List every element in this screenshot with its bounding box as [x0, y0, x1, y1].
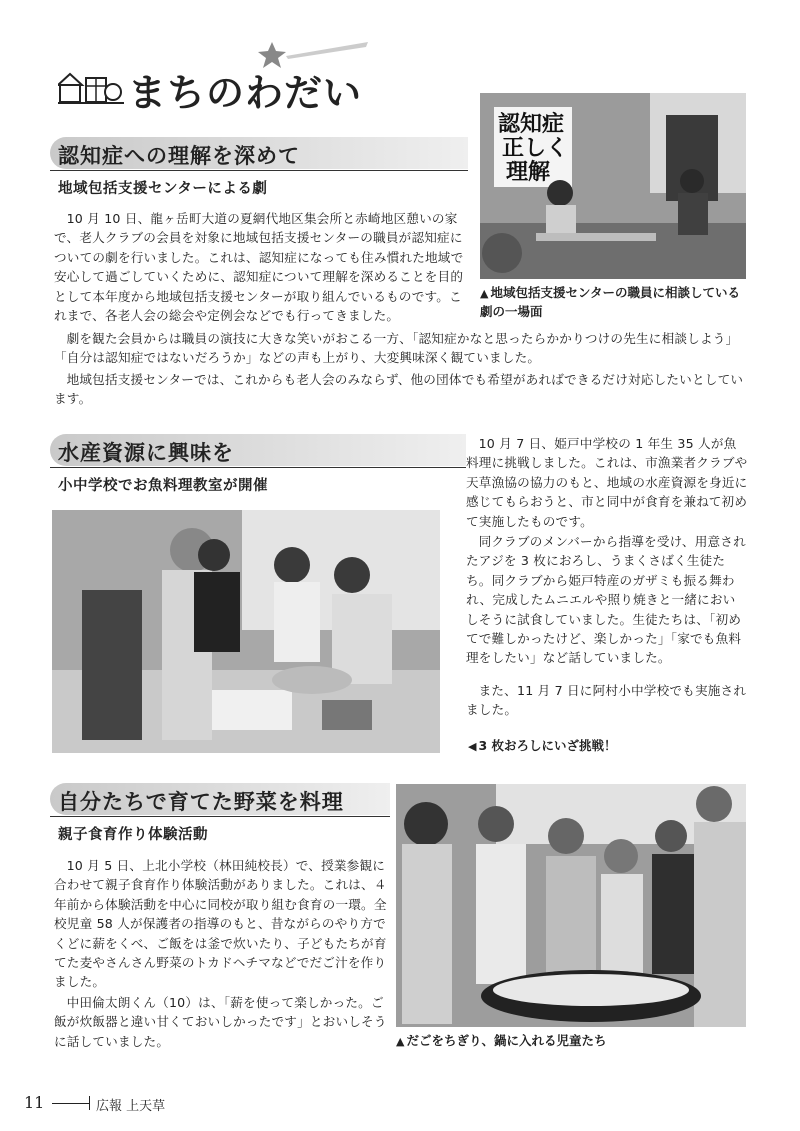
article2-photo	[52, 510, 440, 753]
article1-caption: ▲ 地域包括支援センターの職員に相談している劇の一場面	[480, 285, 740, 319]
article1-heading: 認知症への理解を深めて	[58, 144, 300, 168]
article2-subheading: 小中学校でお魚料理教室が開催	[58, 478, 268, 494]
page-number: 11	[24, 1093, 45, 1112]
article2-heading-rule	[50, 467, 466, 468]
article2-paragraph3: また、11 月 7 日に阿村小中学校でも実施されました。	[466, 683, 747, 718]
article2-caption: ◀ 3 枚おろしにいざ挑戦！	[468, 738, 617, 753]
article3-caption: ▲ だごをちぎり、鍋に入れる児童たち	[396, 1033, 607, 1048]
article3-heading-rule	[50, 816, 390, 817]
article2-paragraph2: 同クラブのメンバーから指導を受け、用意されたアジを 3 枚におろし、うまくさばく生徒たち。同クラブから姫戸特産のガザミも振る舞われ、完成したムニエルや照り焼きと一緒においしそうに試食していました。生徒たちは、「初めてで難しかったけど、楽しかった」「家でも魚料理をしたい」など話していました。	[466, 534, 746, 666]
caption-triangle-icon: ▲	[480, 287, 489, 300]
caption-triangle-icon: ▲	[396, 1035, 405, 1048]
article3-photo	[396, 784, 746, 1027]
article2-heading: 水産資源に興味を	[58, 441, 234, 465]
article3-heading: 自分たちで育てた野菜を料理	[58, 790, 344, 814]
header-logo-icon	[58, 70, 124, 106]
star-icon	[258, 40, 370, 74]
footer-publication: 広報 上天草	[96, 1099, 166, 1114]
article1-paragraph1: 10 月 10 日、龍ヶ岳町大道の夏網代地区集会所と赤崎地区憩いの家で、老人クラブの会員を対象に地域包括支援センターの職員が認知症についての劇を行いました。これは、認知症になっても住み慣れた地域で安心して過ごしていくために、認知症について理解を深めることを目的として本年度から地域包括支援センターが取り組んでいるものです。これまで、各老人会の総会や定例会などでも行ってきました。	[54, 211, 464, 324]
photo-sign-line3: 理解	[506, 160, 551, 185]
article1-heading-rule	[50, 170, 468, 171]
article1-subheading: 地域包括支援センターによる劇	[58, 181, 268, 197]
article1-photo	[480, 93, 746, 279]
article2-paragraph1: 10 月 7 日、姫戸中学校の 1 年生 35 人が魚料理に挑戦しました。これは、市漁業者クラブや天草漁協の協力のもと、地域の水産資源を身近に感じてもらおうと、市と同中が食育を兼ねて初めて実施したものです。	[466, 436, 748, 529]
footer-rule	[52, 1103, 90, 1104]
article1-paragraph3: 地域包括支援センターでは、これからも老人会のみならず、他の団体でも希望があればできるだけ対応したいとしています。	[54, 372, 744, 407]
page-title: まちのわだい	[128, 71, 363, 115]
article1-paragraph2: 劇を観た会員からは職員の演技に大きな笑いがおこる一方、「認知症かなと思ったらかかりつけの先生に相談しよう」「自分は認知症ではないだろうか」などの声も上がり、大変興味深く観ていました。	[54, 331, 739, 366]
article3-paragraph1: 10 月 5 日、上北小学校（林田純校長）で、授業参観に合わせて親子食育作り体験活動がありました。これは、４年前から体験活動を中心に同校が取り組む食育の一環。全校児童 58 人が保護者の指導のもと、昔ながらのやり方でくどに薪をくべ、ご飯をは釜で炊いたり、子どもたちが育てた麦やさんさん野菜のトカドヘチマなどでだご汁を作りました。	[54, 858, 387, 990]
article3-paragraph2: 中田倫太朗くん（10）は、「薪を使って楽しかった。ご飯が炊飯器と違い甘くておいしかったです」とおいしそうに話していました。	[54, 995, 387, 1049]
footer-rule-tick	[89, 1096, 90, 1110]
photo-sign-line2: 正しく	[502, 136, 569, 161]
caption-triangle-icon: ◀	[468, 740, 477, 753]
article3-subheading: 親子食育作り体験活動	[58, 827, 208, 843]
photo-sign-line1: 認知症	[498, 112, 565, 137]
